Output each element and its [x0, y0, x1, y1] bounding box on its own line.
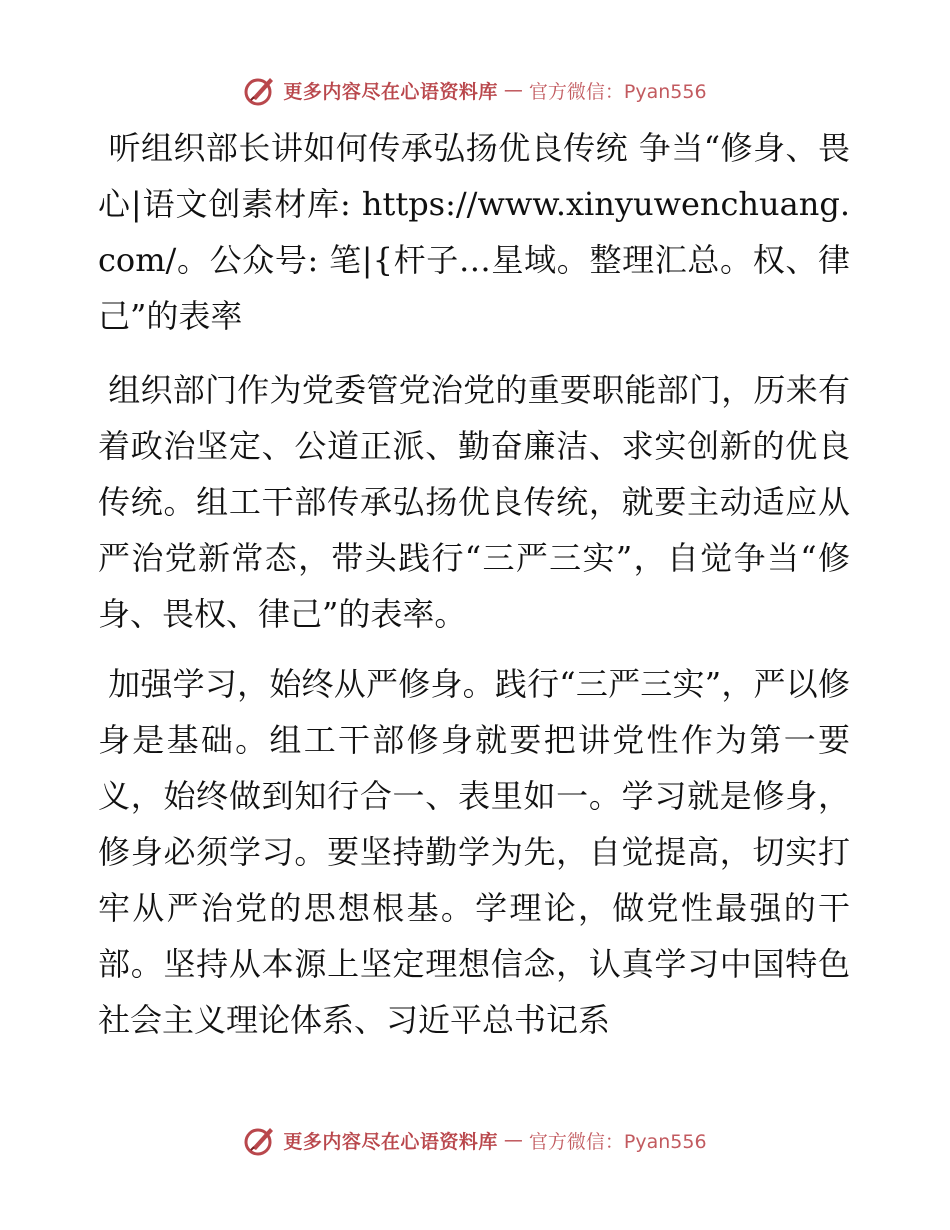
- banner-wechat-text: 官方微信：Pyan556: [528, 80, 707, 103]
- banner-brand-text: 更多内容尽在心语资料库: [283, 80, 498, 103]
- banner-separator: —: [503, 79, 523, 101]
- footer-banner: [0, 1120, 950, 1160]
- body-paragraph-1: [98, 362, 850, 642]
- feather-pen-logo-icon: [243, 1123, 277, 1157]
- banner-wechat-text: 官方微信：Pyan556: [528, 1130, 707, 1153]
- paragraph-text: 加强学习，始终从严修身。践行“三严三实”，严以修身是基础。组工干部修身就要把讲党性作为第一要义，始终做到知行合一、表里如一。学习就是修身，修身必须学习。要坚持勤学为先，自觉提高，切实打牢从严治党的思想根基。学理论，做党性最强的干部。坚持从本源上坚定理想信念，认真学习中国特色社会主义理论体系、习近平总书记系: [98, 665, 850, 1039]
- feather-pen-logo-icon: [243, 73, 277, 107]
- header-banner: [0, 70, 950, 110]
- title-text: 听组织部长讲如何传承弘扬优良传统 争当“修身、畏心|语文创素材库: https://www.xinyuwenchuang.com/。公众号: 笔|{杆子…星域。整理汇总。权、律己”的表率: [98, 129, 850, 335]
- document-title-paragraph: [98, 120, 850, 344]
- banner-separator: —: [503, 1129, 523, 1151]
- body-paragraph-2: [98, 656, 850, 1048]
- paragraph-text: 组织部门作为党委管党治党的重要职能部门，历来有着政治坚定、公道正派、勤奋廉洁、求实创新的优良传统。组工干部传承弘扬优良传统，就要主动适应从严治党新常态，带头践行“三严三实”，自觉争当“修身、畏权、律己”的表率。: [98, 371, 850, 633]
- banner-brand-text: 更多内容尽在心语资料库: [283, 1130, 498, 1153]
- document-body: [98, 120, 850, 1062]
